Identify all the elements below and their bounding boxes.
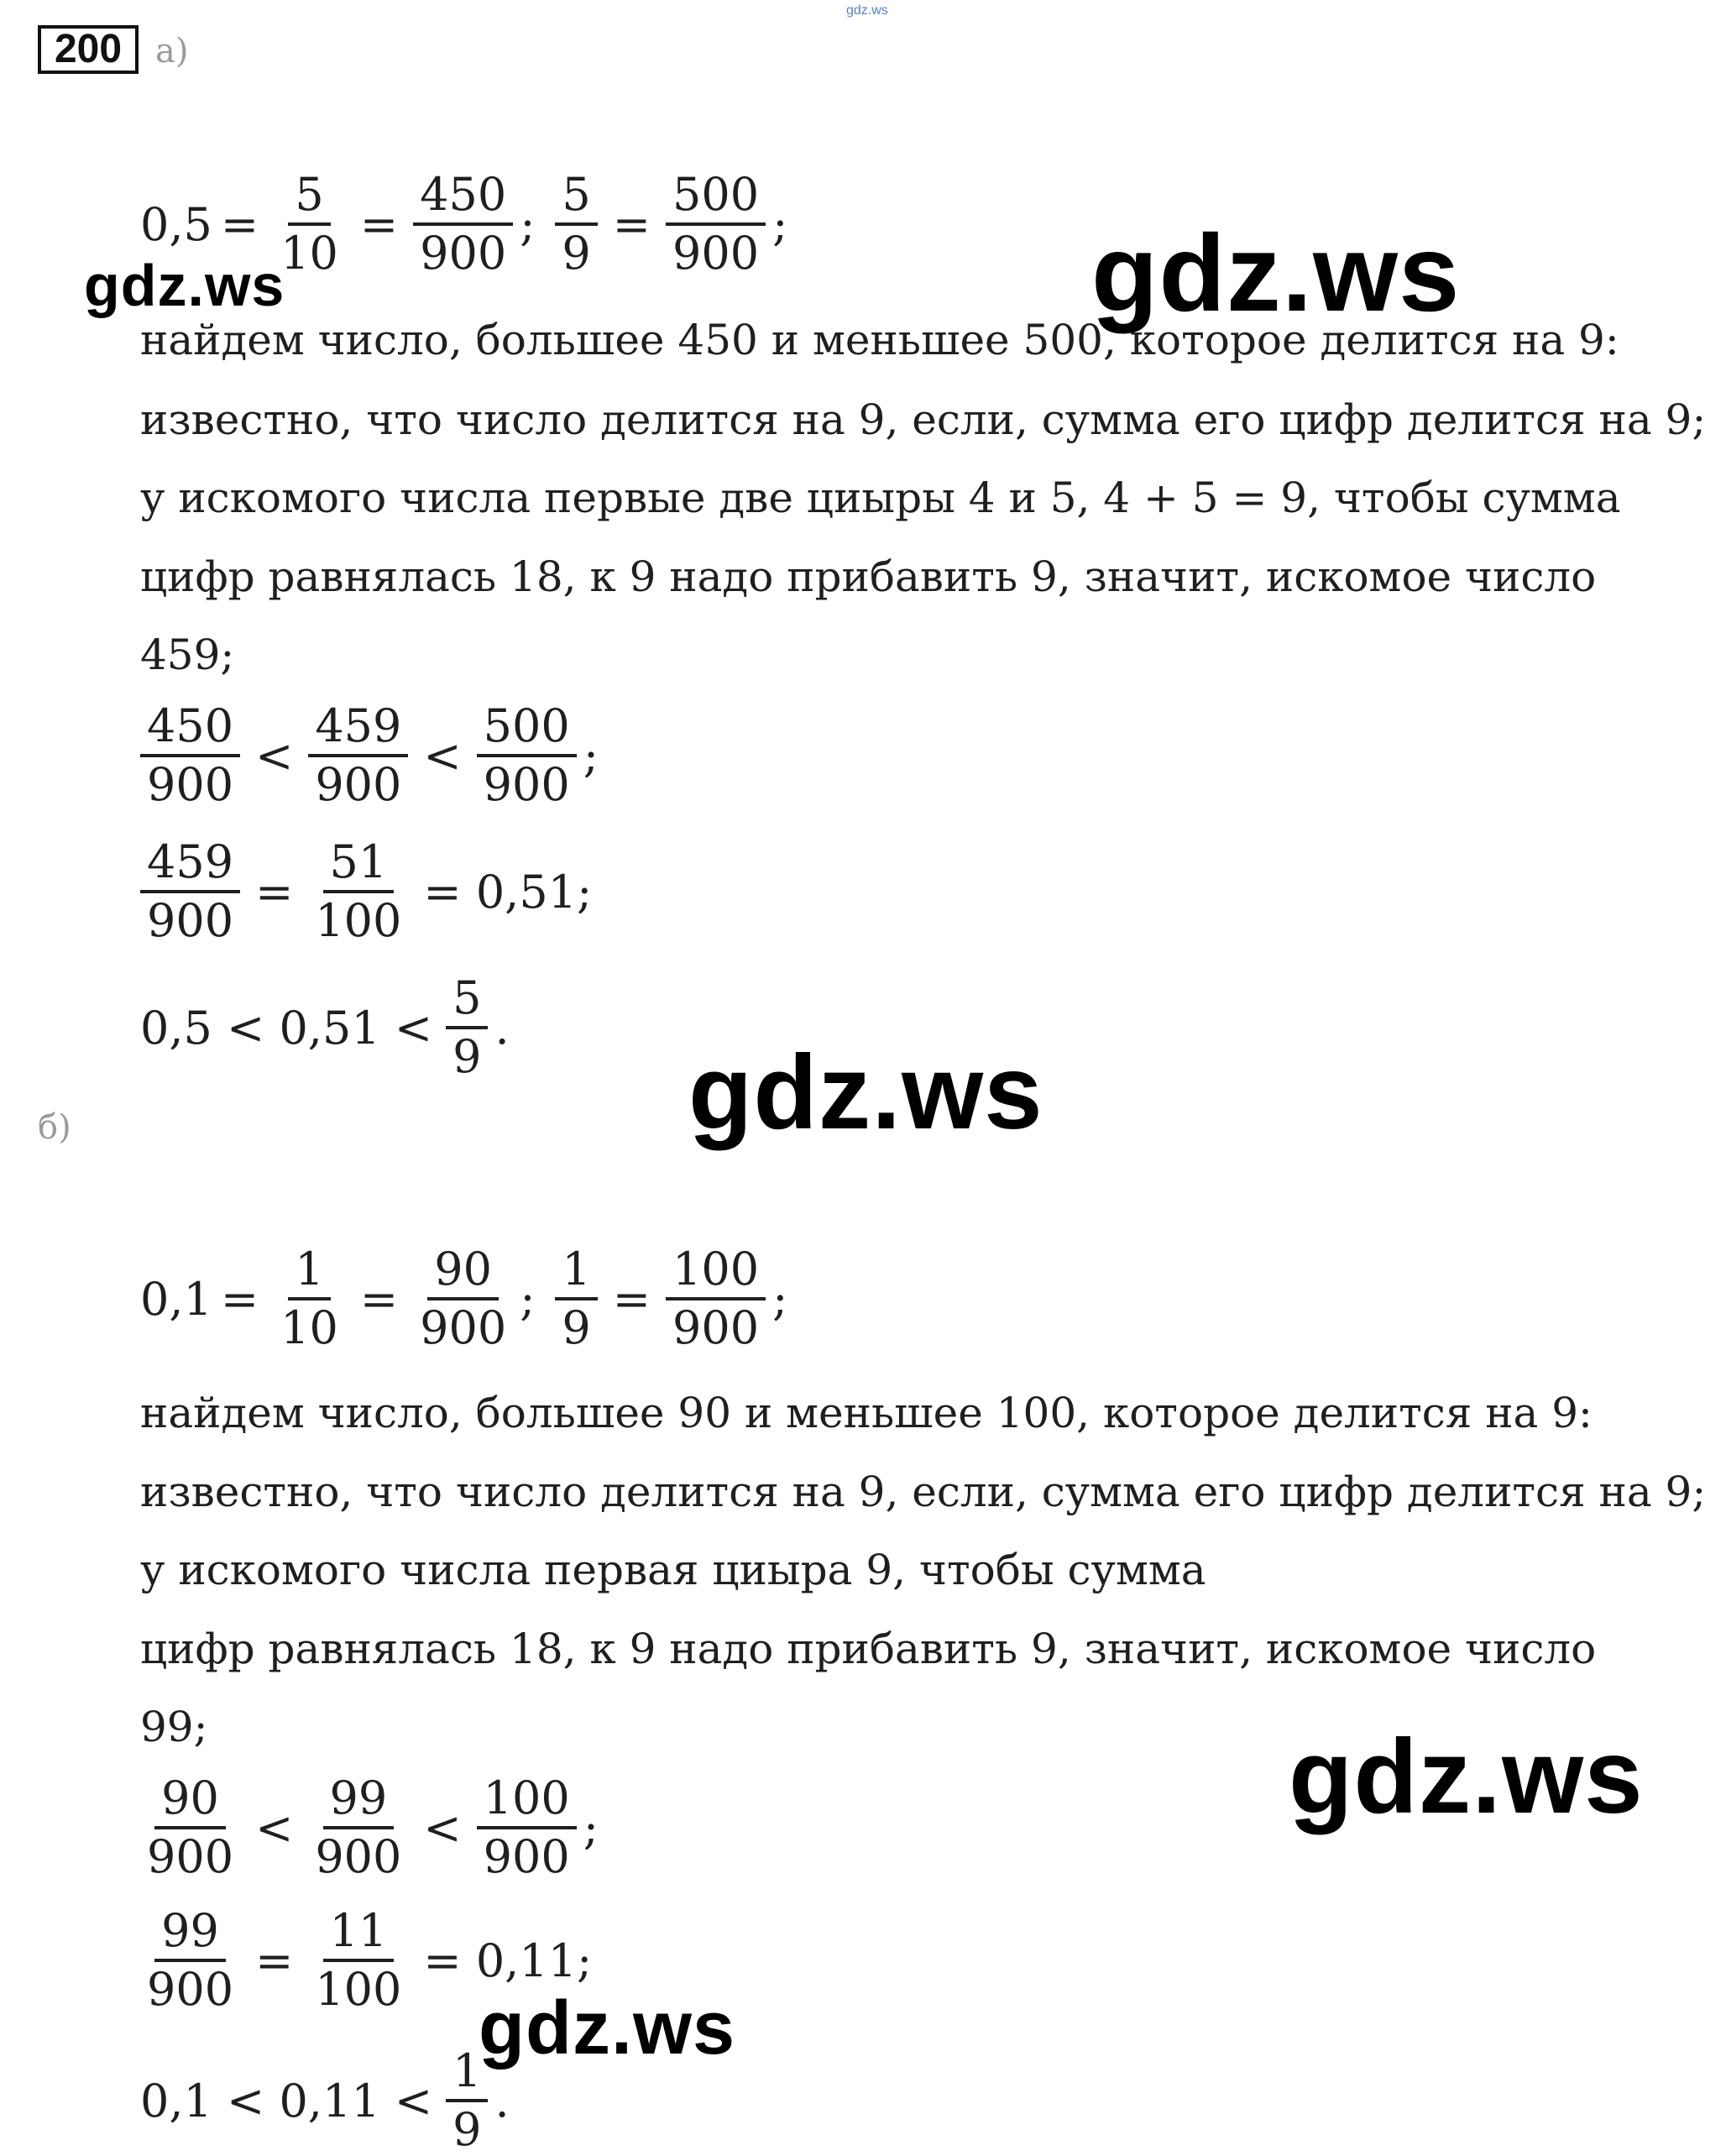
fraction — [274, 1243, 345, 1354]
equals-sign: = — [220, 1272, 259, 1326]
equals-sign: = — [255, 1934, 294, 1987]
fraction — [140, 1904, 240, 2016]
less-than-sign: < — [423, 729, 462, 782]
fraction — [308, 1771, 408, 1883]
numerator: 99 — [154, 1908, 226, 1962]
denominator: 900 — [147, 894, 234, 947]
semicolon: ; — [520, 197, 536, 251]
lhs: 0,5 < 0,51 < — [140, 1001, 433, 1054]
denominator: 9 — [562, 227, 591, 280]
part-a-label: а) — [155, 32, 189, 71]
part-a-comparison — [140, 699, 599, 811]
semicolon: ; — [772, 1272, 788, 1326]
denominator: 900 — [315, 1830, 402, 1883]
denominator: 9 — [452, 1030, 482, 1083]
denominator: 900 — [672, 227, 760, 280]
equals-sign: = — [612, 197, 651, 251]
semicolon: ; — [520, 1272, 536, 1326]
result: = 0,11; — [423, 1934, 593, 1987]
denominator: 900 — [147, 1830, 234, 1883]
numerator: 51 — [323, 840, 395, 893]
denominator: 900 — [315, 758, 402, 811]
part-b-text-line: известно, что число делится на 9, если, сумма его цифр делится на 9; — [140, 1468, 1707, 1516]
numerator: 459 — [308, 704, 408, 757]
numerator: 450 — [413, 172, 513, 226]
fraction — [555, 168, 597, 280]
denominator: 900 — [147, 1963, 234, 2016]
numerator: 5 — [446, 976, 488, 1029]
denominator: 9 — [562, 1301, 591, 1354]
top-watermark: gdz.ws — [846, 3, 888, 18]
part-a-text-line: найдем число, большее 450 и меньшее 500, которое делится на 9: — [140, 316, 1619, 364]
part-a-text-line: известно, что число делится на 9, если, сумма его цифр делится на 9; — [140, 395, 1707, 444]
denominator: 900 — [483, 1830, 570, 1883]
denominator: 900 — [420, 1301, 507, 1354]
numerator: 5 — [555, 172, 597, 226]
fraction — [555, 1243, 597, 1354]
fraction — [308, 1904, 408, 2016]
denominator: 900 — [672, 1301, 760, 1354]
denominator: 100 — [315, 894, 402, 947]
watermark-logo: gdz.ws — [1289, 1719, 1644, 1835]
numerator: 90 — [154, 1776, 226, 1829]
equals-sign: = — [612, 1272, 651, 1326]
numerator: 1 — [446, 2049, 488, 2102]
numerator: 1 — [288, 1247, 330, 1300]
watermark-logo: gdz.ws — [1091, 212, 1461, 334]
denominator: 10 — [280, 1301, 338, 1354]
part-a-text-line: 459; — [140, 631, 235, 679]
fraction — [666, 1243, 766, 1354]
lhs: 0,1 — [140, 1272, 212, 1326]
numerator: 450 — [140, 704, 240, 757]
part-b-comparison — [140, 1771, 599, 1883]
numerator: 1 — [555, 1247, 597, 1300]
numerator: 90 — [427, 1247, 499, 1300]
part-a-final-inequality — [140, 971, 510, 1083]
equals-sign: = — [220, 197, 259, 251]
period: . — [494, 2074, 510, 2127]
numerator: 99 — [323, 1776, 395, 1829]
fraction — [140, 699, 240, 811]
numerator: 5 — [288, 172, 330, 226]
part-a-simplification — [140, 835, 593, 947]
lhs: 0,1 < 0,11 < — [140, 2074, 433, 2127]
watermark-logo: gdz.ws — [688, 1034, 1043, 1151]
fraction — [140, 1771, 240, 1883]
semicolon: ; — [583, 729, 599, 782]
fraction — [308, 835, 408, 947]
part-b-final-inequality — [140, 2044, 510, 2156]
semicolon: ; — [583, 1801, 599, 1855]
denominator: 10 — [280, 227, 338, 280]
fraction — [413, 168, 513, 280]
fraction — [446, 971, 488, 1083]
denominator: 900 — [420, 227, 507, 280]
denominator: 9 — [452, 2103, 482, 2156]
numerator: 500 — [477, 704, 577, 757]
period: . — [494, 1001, 510, 1054]
numerator: 100 — [666, 1247, 766, 1300]
part-b-text-line: у искомого числа первая циыра 9, чтобы сумма — [140, 1546, 1206, 1594]
part-b-text-line: цифр равнялась 18, к 9 надо прибавить 9, значит, искомое число — [140, 1625, 1597, 1673]
numerator: 459 — [140, 840, 240, 893]
numerator: 500 — [666, 172, 766, 226]
numerator: 11 — [323, 1908, 395, 1962]
fraction — [477, 699, 577, 811]
denominator: 900 — [483, 758, 570, 811]
less-than-sign: < — [255, 1801, 294, 1855]
watermark-logo: gdz.ws — [84, 253, 285, 318]
part-b-text-line: 99; — [140, 1703, 208, 1751]
fraction — [140, 835, 240, 947]
part-a-text-line: цифр равнялась 18, к 9 надо прибавить 9, значит, искомое число — [140, 552, 1597, 601]
numerator: 100 — [477, 1776, 577, 1829]
fraction — [477, 1771, 577, 1883]
less-than-sign: < — [423, 1801, 462, 1855]
watermark-logo: gdz.ws — [479, 1986, 736, 2070]
equals-sign: = — [359, 197, 399, 251]
part-b-equation-1 — [140, 1243, 788, 1354]
denominator: 900 — [147, 758, 234, 811]
part-a-text-line: у искомого числа первые две циыры 4 и 5, 4 + 5 = 9, чтобы сумма — [140, 474, 1621, 522]
fraction — [666, 168, 766, 280]
part-b-text-line: найдем число, большее 90 и меньшее 100, которое делится на 9: — [140, 1389, 1593, 1437]
fraction — [308, 699, 408, 811]
task-number-badge: 200 — [38, 25, 139, 74]
semicolon: ; — [772, 197, 788, 251]
result: = 0,51; — [423, 865, 593, 918]
lhs: 0,5 — [140, 197, 212, 251]
equals-sign: = — [255, 865, 294, 918]
fraction — [413, 1243, 513, 1354]
less-than-sign: < — [255, 729, 294, 782]
equals-sign: = — [359, 1272, 399, 1326]
denominator: 100 — [315, 1963, 402, 2016]
part-b-label: б) — [38, 1108, 71, 1147]
